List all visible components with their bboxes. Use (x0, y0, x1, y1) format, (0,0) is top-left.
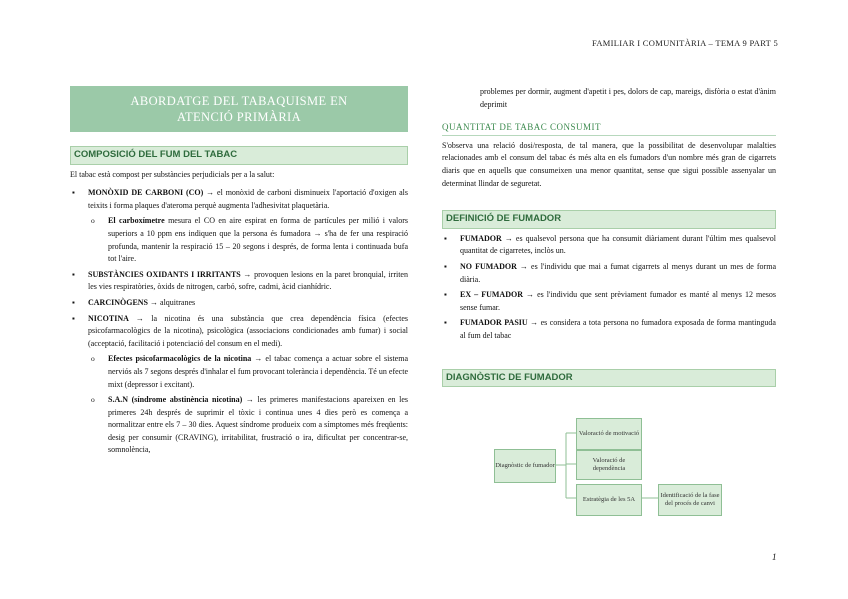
node-fase-canvi: Identificació de la fase del procés de canvi (658, 484, 722, 516)
list-item-san: o S.A.N (síndrome abstinència nicotina) → les primeres manifestacions apareixen en les primeres 24h després de suprimir el tòxic i continua unes 4 dies però es comença a normalitzar entre els 7 – 30 dies. Aquest síndrome produeix com a símptomes més freqüents: desig per consumir (CRAVING), irritabilitat, frustració o ira, dificultat per concentrar-se, somnolència, (90, 394, 408, 457)
san-continuation: problemes per dormir, augment d'apetit i pes, dolors de cap, mareigs, disfòria o estat d'ànim deprimit (480, 87, 776, 109)
composition-intro: El tabac està compost per substàncies perjudicials per a la salut: (70, 169, 275, 179)
list-item-fumador: ▪ FUMADOR → es qualsevol persona que ha consumit diàriament durant l'últim mes qualsevol quantitat de cigarretes, inclòs un. (442, 233, 776, 258)
list-item-carcinogens: ▪ CARCINÒGENS → alquitranes (70, 297, 408, 310)
definition-list (442, 233, 776, 343)
node-diagnostic: Diagnòstic de fumador (494, 449, 556, 483)
section-quantity-title: QUANTITAT DE TABAC CONSUMIT (442, 121, 776, 136)
section-composition-title: COMPOSICIÓ DEL FUM DEL TABAC (70, 146, 408, 165)
section-diagnosis-title: DIAGNÒSTIC DE FUMADOR (442, 369, 776, 388)
node-dependencia: Valoració de dependència (576, 450, 642, 480)
left-column (70, 86, 408, 457)
page-number: 1 (772, 552, 777, 562)
right-column (442, 86, 776, 387)
title-line-2: ATENCIÓ PRIMÀRIA (176, 110, 302, 124)
list-item-efectes: o Efectes psicofarmacològics de la nicotina → el tabac comença a actuar sobre el sistema nerviós als 7 segons després d'inhalar el fum provocant tolerància i dependència. Té un efecte mixt (depressor i excitant). (90, 353, 408, 391)
list-item-no-fumador: ▪ NO FUMADOR → es l'individu que mai a fumat cigarrets al menys durant un mes de forma diària. (442, 261, 776, 286)
page-header: FAMILIAR I COMUNITÀRIA – TEMA 9 PART 5 (591, 38, 778, 48)
node-motivacio: Valoració de motivació (576, 418, 642, 450)
document-title (70, 86, 408, 132)
list-item-nicotina: ▪ NICOTINA → la nicotina és una substància que crea dependència física (efectes psicofarmacològics de la nicotina), psicològica (associacions condicionades amb fumar) i social (acceptació, facilitació i potenciació del consum en el medi). (70, 313, 408, 351)
list-item-carboximetre: o El carboxímetre mesura el CO en aire espirat en forma de partícules per milió i valors superiors a 10 ppm ens indiquen que la persona és fumadora → s'ha de fer una respiració profunda, mantenir la respiració 15 – 20 segons i després, de forma lenta i continuada bufa tot l'aire. (90, 215, 408, 265)
quantity-text: S'observa una relació dosi/resposta, de tal manera, que la possibilitat de desenvolupar malalties relacionades amb el consum del tabac és més alta en els fumadors d'un nombre més gran de cigarrets diaris que en aquells que consumeixen una menor quantitat, sense que sigui possible assenyalar un determinat llindar de seguretat. (442, 140, 776, 188)
list-item-oxidants: ▪ SUBSTÀNCIES OXIDANTS I IRRITANTS → provoquen lesions en la paret bronquial, irriten les vies respiratòries, òxids de nitrogen, carbó, sofre, cadmi, àcid cianhídric. (70, 269, 408, 294)
node-estrategia-5a: Estratègia de les 5A (576, 484, 642, 516)
section-definition-title: DEFINICIÓ DE FUMADOR (442, 210, 776, 229)
composition-list (70, 187, 408, 457)
list-item-ex-fumador: ▪ EX – FUMADOR → es l'individu que sent prèviament fumador es manté al menys 12 mesos sense fumar. (442, 289, 776, 314)
list-item-co: ▪ MONÒXID DE CARBONI (CO) → el monòxid de carboni disminueix l'aportació d'oxigen als teixits i forma plaques d'ateroma perquè augmenta l'adhesivitat plaquetària. (70, 187, 408, 212)
title-line-1: ABORDATGE DEL TABAQUISME EN (130, 94, 348, 108)
diagnosis-diagram (492, 418, 732, 524)
list-item-fumador-pasiu: ▪ FUMADOR PASIU → es considera a tota persona no fumadora exposada de forma mantinguda al fum del tabac (442, 317, 776, 342)
